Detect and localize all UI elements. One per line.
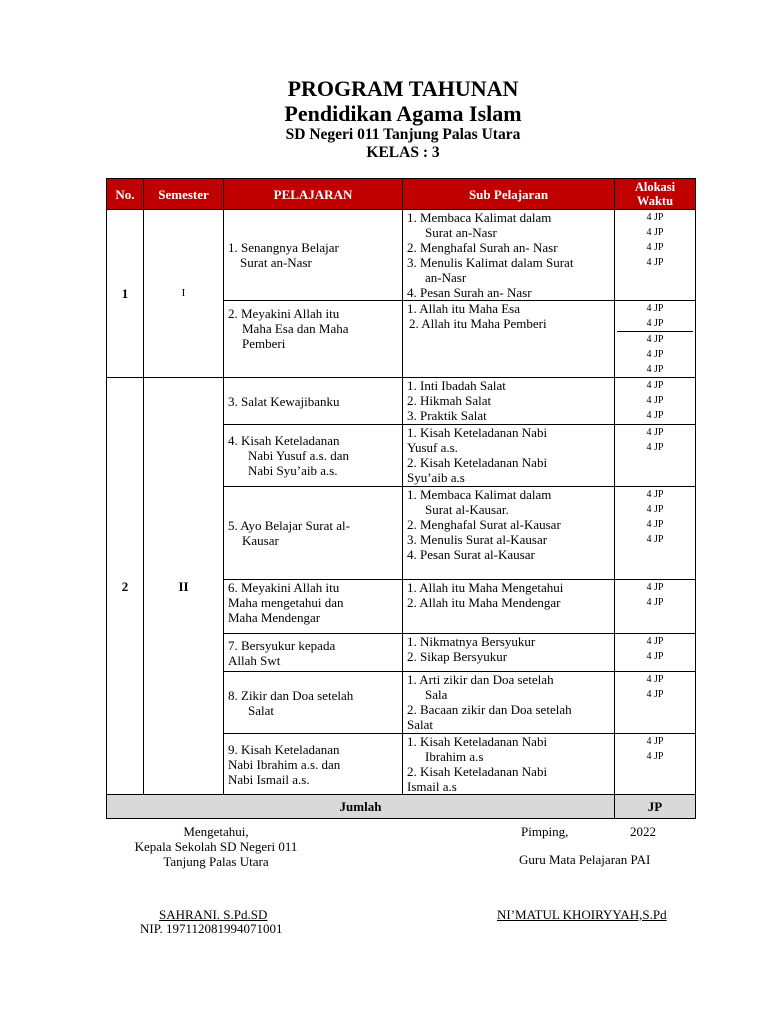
- lesson-line: Nabi Ismail a.s.: [228, 771, 310, 787]
- left-signer-name: SAHRANI. S.Pd.SD: [159, 907, 268, 922]
- lesson-line: Maha Mendengar: [228, 610, 321, 625]
- group-semester: I: [144, 210, 224, 378]
- sub-line: 2. Hikmah Salat: [407, 393, 492, 408]
- sub-line: 2. Sikap Bersyukur: [407, 649, 508, 664]
- group-semester: II: [144, 378, 224, 795]
- sub-cell: [403, 210, 615, 301]
- alokasi-cell: [615, 210, 696, 301]
- jumlah-value: JP: [615, 795, 696, 819]
- alokasi-value: 4 JP: [646, 380, 664, 391]
- lesson-line: Pemberi: [242, 336, 286, 351]
- sub-line: 4. Pesan Surah an- Nasr: [407, 285, 532, 300]
- alokasi-value: 4 JP: [646, 442, 664, 453]
- alokasi-value: 4 JP: [646, 334, 664, 345]
- sub-line: 1. Allah itu Maha Esa: [407, 301, 521, 316]
- alokasi-value: 4 JP: [646, 689, 664, 700]
- sub-cell: [403, 425, 615, 487]
- lesson-line: 5. Ayo Belajar Surat al-: [228, 518, 350, 533]
- left-sign-line2: Kepala Sekolah SD Negeri 011: [134, 839, 298, 854]
- doc-kelas: KELAS : 3: [366, 144, 440, 161]
- alokasi-cell: [615, 425, 696, 487]
- header-semester: Semester: [144, 179, 224, 210]
- alokasi-value: 4 JP: [646, 227, 664, 238]
- sub-line: Salat: [407, 717, 433, 732]
- header-sub-pelajaran: Sub Pelajaran: [403, 179, 615, 210]
- doc-subject: Pendidikan Agama Islam: [284, 101, 522, 126]
- alokasi-value: 4 JP: [646, 364, 664, 375]
- alokasi-cell: [615, 378, 696, 425]
- sub-line: 2. Kisah Keteladanan Nabi: [407, 455, 548, 470]
- table-header-row: [107, 179, 696, 210]
- left-sign-line1: Mengetahui,: [183, 824, 249, 839]
- alokasi-value: 4 JP: [646, 736, 664, 747]
- sub-line: Yusuf a.s.: [407, 440, 458, 455]
- sub-line: 2. Allah itu Maha Pemberi: [409, 316, 547, 331]
- left-signer-nip: NIP. 197112081994071001: [140, 921, 283, 936]
- lesson-line: Nabi Ibrahim a.s. dan: [228, 756, 341, 772]
- sub-line: 1. Arti zikir dan Doa setelah: [407, 672, 554, 687]
- sub-cell: [403, 734, 615, 795]
- alokasi-value: 4 JP: [646, 212, 664, 223]
- lesson-cell: [224, 378, 403, 425]
- sub-line: 3. Menulis Kalimat dalam Surat: [407, 255, 574, 270]
- sub-line: 1. Kisah Keteladanan Nabi: [407, 734, 548, 749]
- sub-cell: [403, 634, 615, 672]
- lesson-cell: [224, 487, 403, 580]
- alokasi-cell: [615, 580, 696, 634]
- alokasi-value: 4 JP: [646, 582, 664, 593]
- sub-line: 1. Kisah Keteladanan Nabi: [407, 425, 548, 440]
- right-sign-year: 2022: [630, 824, 656, 839]
- lesson-cell: [224, 301, 403, 378]
- sub-line: Syu’aib a.s: [407, 470, 465, 485]
- alokasi-value: 4 JP: [646, 636, 664, 647]
- alokasi-value: 4 JP: [646, 489, 664, 500]
- lesson-line: 3. Salat Kewajibanku: [228, 393, 340, 409]
- alokasi-value: 4 JP: [646, 242, 664, 253]
- doc-title: PROGRAM TAHUNAN: [287, 76, 519, 101]
- alokasi-cell: [615, 301, 696, 378]
- lesson-line: 2. Meyakini Allah itu: [228, 306, 340, 321]
- sub-line: 2. Menghafal Surat al-Kausar: [407, 517, 561, 532]
- doc-school: SD Negeri 011 Tanjung Palas Utara: [285, 126, 521, 143]
- alokasi-value: 4 JP: [646, 257, 664, 268]
- alokasi-value: 4 JP: [646, 597, 664, 608]
- sub-line: 1. Nikmatnya Bersyukur: [407, 634, 536, 649]
- right-sign-role: Guru Mata Pelajaran PAI: [519, 852, 651, 867]
- lesson-line: Nabi Yusuf a.s. dan: [248, 448, 349, 463]
- sub-line: 1. Inti Ibadah Salat: [407, 378, 506, 393]
- alokasi-value: 4 JP: [646, 427, 664, 438]
- sub-line: Surat an-Nasr: [425, 225, 497, 240]
- group-no: 2: [107, 378, 144, 795]
- lesson-cell: [224, 634, 403, 672]
- lesson-line: Kausar: [242, 533, 279, 548]
- alokasi-cell: [615, 672, 696, 734]
- alokasi-value: 4 JP: [646, 395, 664, 406]
- lesson-line: Allah Swt: [228, 652, 281, 668]
- header-no: No.: [107, 179, 144, 210]
- sub-line: 3. Menulis Surat al-Kausar: [407, 532, 548, 547]
- lesson-line: 7. Bersyukur kepada: [228, 637, 336, 653]
- alokasi-value: 4 JP: [646, 410, 664, 421]
- alokasi-cell: [615, 634, 696, 672]
- alokasi-cell: [615, 734, 696, 795]
- lesson-cell: [224, 425, 403, 487]
- alokasi-value: 4 JP: [646, 318, 664, 329]
- alokasi-value: 4 JP: [646, 303, 664, 314]
- right-sign-place: Pimping,: [521, 824, 569, 839]
- sub-line: 3. Praktik Salat: [407, 408, 487, 423]
- sub-line: 4. Pesan Surat al-Kausar: [407, 547, 535, 562]
- program-table: [106, 178, 696, 819]
- table-row: [107, 210, 696, 301]
- sub-cell: [403, 580, 615, 634]
- header-pelajaran: PELAJARAN: [224, 179, 403, 210]
- lesson-line: Maha mengetahui dan: [228, 595, 344, 610]
- left-signature-block: [106, 824, 326, 869]
- sub-cell: [403, 672, 615, 734]
- lesson-line: 9. Kisah Keteladanan: [228, 741, 340, 757]
- lesson-line: Surat an-Nasr: [240, 255, 312, 270]
- alokasi-cell: [615, 487, 696, 580]
- lesson-cell: [224, 580, 403, 634]
- lesson-cell: [224, 734, 403, 795]
- group-no: 1: [107, 210, 144, 378]
- sub-line: an-Nasr: [425, 270, 467, 285]
- header-alokasi: Alokasi Waktu: [615, 179, 696, 210]
- alokasi-value: 4 JP: [646, 651, 664, 662]
- jumlah-label: Jumlah: [107, 795, 615, 819]
- lesson-cell: [224, 672, 403, 734]
- lesson-line: 8. Zikir dan Doa setelah: [228, 687, 354, 703]
- lesson-line: Nabi Syu’aib a.s.: [248, 463, 338, 478]
- alokasi-value: 4 JP: [646, 349, 664, 360]
- lesson-line: 4. Kisah Keteladanan: [228, 433, 340, 448]
- lesson-line: 1. Senangnya Belajar: [228, 240, 339, 255]
- table-row: [107, 378, 696, 425]
- sub-line: Ismail a.s: [407, 779, 457, 794]
- jumlah-row: [107, 795, 696, 819]
- right-signer-name: NI’MATUL KHOIRYYAH,S.Pd: [497, 907, 667, 922]
- alokasi-value: 4 JP: [646, 751, 664, 762]
- sub-cell: [403, 301, 615, 378]
- sub-line: 2. Menghafal Surah an- Nasr: [407, 240, 558, 255]
- sub-line: 1. Membaca Kalimat dalam: [407, 210, 552, 225]
- sub-line: Ibrahim a.s: [425, 749, 484, 764]
- sub-cell: [403, 378, 615, 425]
- alokasi-value: 4 JP: [646, 674, 664, 685]
- sub-line: 2. Bacaan zikir dan Doa setelah: [407, 702, 572, 717]
- alokasi-value: 4 JP: [646, 534, 664, 545]
- lesson-cell: [224, 210, 403, 301]
- sub-line: Surat al-Kausar.: [425, 502, 509, 517]
- lesson-line: 6. Meyakini Allah itu: [228, 580, 340, 595]
- sub-line: 1. Allah itu Maha Mengetahui: [407, 580, 564, 595]
- alokasi-value: 4 JP: [646, 504, 664, 515]
- lesson-line: Salat: [248, 702, 274, 718]
- sub-cell: [403, 487, 615, 580]
- sub-line: 2. Allah itu Maha Mendengar: [407, 595, 561, 610]
- sub-line: 1. Membaca Kalimat dalam: [407, 487, 552, 502]
- alokasi-value: 4 JP: [646, 519, 664, 530]
- left-sign-line3: Tanjung Palas Utara: [163, 854, 269, 869]
- lesson-line: Maha Esa dan Maha: [242, 321, 349, 336]
- sub-line: 2. Kisah Keteladanan Nabi: [407, 764, 548, 779]
- sub-line: Sala: [425, 687, 448, 702]
